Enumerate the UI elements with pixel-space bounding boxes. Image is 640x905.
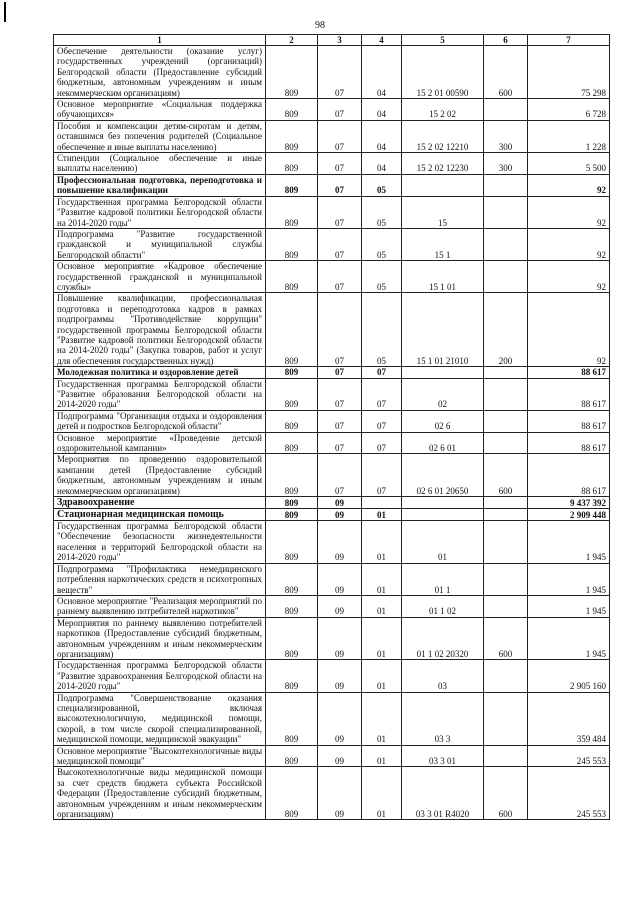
- section-code: 07: [318, 99, 362, 121]
- amount: 88 617: [528, 378, 610, 410]
- ministry-code: 809: [266, 293, 318, 367]
- ministry-code: 809: [266, 595, 318, 617]
- amount: 88 617: [528, 432, 610, 454]
- amount: 92: [528, 228, 610, 260]
- expense-type-code: [484, 521, 528, 564]
- subsection-code: 05: [362, 261, 402, 293]
- item-name: Обеспечение деятельности (оказание услуг) государственных учреждений (организаций) Белгородской области (Предоставление субсидий бюджетным, автономным учреждениям и иным некоммерческим организациям): [54, 46, 266, 99]
- expense-type-code: 300: [484, 153, 528, 175]
- target-article-code: 15 2 01 00590: [402, 46, 484, 99]
- table-row: [54, 174, 610, 196]
- target-article-code: 15 1: [402, 228, 484, 260]
- expense-type-code: [484, 228, 528, 260]
- amount: 88 617: [528, 410, 610, 432]
- subsection-code: 01: [362, 563, 402, 595]
- ministry-code: 809: [266, 99, 318, 121]
- expense-type-code: [484, 432, 528, 454]
- ministry-code: 809: [266, 692, 318, 745]
- ministry-code: 809: [266, 767, 318, 820]
- table-row: [54, 660, 610, 692]
- table-row: [54, 293, 610, 367]
- target-article-code: 01: [402, 521, 484, 564]
- expense-type-code: [484, 509, 528, 521]
- amount: 92: [528, 261, 610, 293]
- expense-type-code: [484, 261, 528, 293]
- section-code: 07: [318, 261, 362, 293]
- section-code: 09: [318, 595, 362, 617]
- item-name: Государственная программа Белгородской области "Развитие образования Белгородской области на 2014-2020 годы": [54, 378, 266, 410]
- section-code: 07: [318, 454, 362, 497]
- expense-type-code: [484, 497, 528, 509]
- subsection-code: 01: [362, 660, 402, 692]
- table-row: [54, 432, 610, 454]
- expense-type-code: [484, 378, 528, 410]
- target-article-code: 02 6 01 20650: [402, 454, 484, 497]
- section-code: 09: [318, 509, 362, 521]
- expense-type-code: [484, 99, 528, 121]
- amount: 1 228: [528, 120, 610, 152]
- subsection-code: 07: [362, 367, 402, 378]
- table-row: [54, 509, 610, 521]
- amount: 245 553: [528, 745, 610, 767]
- column-header: 5: [402, 35, 484, 46]
- amount: 1 945: [528, 617, 610, 660]
- section-code: 09: [318, 745, 362, 767]
- subsection-code: 07: [362, 410, 402, 432]
- target-article-code: 03 3 01: [402, 745, 484, 767]
- amount: 92: [528, 196, 610, 228]
- section-code: 09: [318, 660, 362, 692]
- amount: 92: [528, 174, 610, 196]
- expense-type-code: [484, 745, 528, 767]
- expense-type-code: 600: [484, 46, 528, 99]
- ministry-code: 809: [266, 120, 318, 152]
- section-code: 07: [318, 46, 362, 99]
- section-code: 09: [318, 521, 362, 564]
- target-article-code: 03 3: [402, 692, 484, 745]
- table-row: [54, 410, 610, 432]
- section-code: 09: [318, 767, 362, 820]
- ministry-code: 809: [266, 509, 318, 521]
- target-article-code: [402, 497, 484, 509]
- page-number: 98: [315, 20, 325, 31]
- table-row: [54, 99, 610, 121]
- section-code: 07: [318, 228, 362, 260]
- page-edge-mark: [4, 2, 6, 22]
- ministry-code: 809: [266, 367, 318, 378]
- table-row: [54, 767, 610, 820]
- amount: 88 617: [528, 367, 610, 378]
- section-code: 07: [318, 196, 362, 228]
- item-name: Государственная программа Белгородской области "Развитие кадровой политики Белгородской области на 2014-2020 годы": [54, 196, 266, 228]
- table-row: [54, 563, 610, 595]
- item-name: Основное мероприятие «Проведение детской оздоровительной кампании»: [54, 432, 266, 454]
- subsection-code: 01: [362, 767, 402, 820]
- section-code: 07: [318, 153, 362, 175]
- item-name: Государственная программа Белгородской области "Обеспечение безопасности жизнедеятельности населения и территорий Белгородской области на 2014-2020 годы": [54, 521, 266, 564]
- amount: 245 553: [528, 767, 610, 820]
- expense-type-code: [484, 196, 528, 228]
- table-row: [54, 454, 610, 497]
- ministry-code: 809: [266, 228, 318, 260]
- column-header: 3: [318, 35, 362, 46]
- subsection-code: 01: [362, 509, 402, 521]
- subsection-code: 07: [362, 378, 402, 410]
- subsection-code: 01: [362, 692, 402, 745]
- amount: 88 617: [528, 454, 610, 497]
- ministry-code: 809: [266, 261, 318, 293]
- amount: 75 298: [528, 46, 610, 99]
- target-article-code: 03: [402, 660, 484, 692]
- subsection-code: 05: [362, 228, 402, 260]
- target-article-code: 15 1 01: [402, 261, 484, 293]
- table-row: [54, 692, 610, 745]
- section-code: 07: [318, 432, 362, 454]
- target-article-code: 15: [402, 196, 484, 228]
- section-code: 07: [318, 410, 362, 432]
- target-article-code: 02: [402, 378, 484, 410]
- amount: 5 500: [528, 153, 610, 175]
- amount: 2 909 448: [528, 509, 610, 521]
- table-row: [54, 153, 610, 175]
- target-article-code: 15 1 01 21010: [402, 293, 484, 367]
- item-name: Стационарная медицинская помощь: [54, 509, 266, 521]
- amount: 1 945: [528, 563, 610, 595]
- ministry-code: 809: [266, 174, 318, 196]
- target-article-code: 01 1: [402, 563, 484, 595]
- ministry-code: 809: [266, 196, 318, 228]
- table-row: [54, 120, 610, 152]
- item-name: Мероприятия по раннему выявлению потребителей наркотиков (Предоставление субсидий бюджетным, автономным учреждениям и иным некоммерческим организациям): [54, 617, 266, 660]
- section-code: 07: [318, 120, 362, 152]
- expense-type-code: [484, 692, 528, 745]
- column-header: 6: [484, 35, 528, 46]
- expense-type-code: [484, 367, 528, 378]
- amount: 2 905 160: [528, 660, 610, 692]
- subsection-code: 01: [362, 617, 402, 660]
- table-row: [54, 261, 610, 293]
- item-name: Государственная программа Белгородской области "Развитие здравоохранения Белгородской области на 2014-2020 годы": [54, 660, 266, 692]
- subsection-code: 07: [362, 454, 402, 497]
- section-code: 07: [318, 293, 362, 367]
- subsection-code: 05: [362, 196, 402, 228]
- section-code: 09: [318, 497, 362, 509]
- item-name: Подпрограмма "Профилактика немедицинского потребления наркотических средств и психотропных веществ": [54, 563, 266, 595]
- column-header: 2: [266, 35, 318, 46]
- subsection-code: 07: [362, 432, 402, 454]
- subsection-code: 01: [362, 521, 402, 564]
- table-row: [54, 497, 610, 509]
- ministry-code: 809: [266, 521, 318, 564]
- ministry-code: 809: [266, 46, 318, 99]
- item-name: Основное мероприятие "Высокотехнологичные виды медицинской помощи": [54, 745, 266, 767]
- target-article-code: 02 6: [402, 410, 484, 432]
- column-header: 4: [362, 35, 402, 46]
- table-row: [54, 521, 610, 564]
- subsection-code: 05: [362, 293, 402, 367]
- expense-type-code: [484, 174, 528, 196]
- expense-type-code: 200: [484, 293, 528, 367]
- subsection-code: 05: [362, 174, 402, 196]
- expense-type-code: 600: [484, 454, 528, 497]
- subsection-code: 04: [362, 120, 402, 152]
- section-code: 07: [318, 367, 362, 378]
- ministry-code: 809: [266, 745, 318, 767]
- table-row: [54, 196, 610, 228]
- amount: 9 437 392: [528, 497, 610, 509]
- target-article-code: [402, 509, 484, 521]
- item-name: Пособия и компенсации детям-сиротам и детям, оставшимся без попечения родителей (Социальное обеспечение и иные выплаты населению): [54, 120, 266, 152]
- ministry-code: 809: [266, 660, 318, 692]
- target-article-code: 15 2 02 12210: [402, 120, 484, 152]
- target-article-code: 01 1 02 20320: [402, 617, 484, 660]
- expense-type-code: 600: [484, 617, 528, 660]
- table-row: [54, 595, 610, 617]
- expense-type-code: [484, 410, 528, 432]
- item-name: Молодежная политика и оздоровление детей: [54, 367, 266, 378]
- column-header: 7: [528, 35, 610, 46]
- table-row: [54, 617, 610, 660]
- subsection-code: 04: [362, 99, 402, 121]
- expense-type-code: [484, 563, 528, 595]
- ministry-code: 809: [266, 497, 318, 509]
- item-name: Высокотехнологичные виды медицинской помощи за счет средств бюджета субъекта Российской Федерации (Предоставление субсидий бюджетным, автономным учреждениям и иным некоммерческим организациям): [54, 767, 266, 820]
- item-name: Основное мероприятие "Реализация мероприятий по раннему выявлению потребителей наркотиков": [54, 595, 266, 617]
- item-name: Профессиональная подготовка, переподготовка и повышение квалификации: [54, 174, 266, 196]
- target-article-code: 03 3 01 R4020: [402, 767, 484, 820]
- item-name: Повышение квалификации, профессиональная подготовка и переподготовка кадров в рамках подпрограммы "Противодействие коррупции" государственной программы Белгородской области "Развитие кадровой политики Белгородской области на 2014-2020 годы" (Закупка товаров, работ и услуг для обеспечения государственных нужд): [54, 293, 266, 367]
- ministry-code: 809: [266, 563, 318, 595]
- amount: 92: [528, 293, 610, 367]
- section-code: 09: [318, 563, 362, 595]
- ministry-code: 809: [266, 432, 318, 454]
- target-article-code: 02 6 01: [402, 432, 484, 454]
- target-article-code: 15 2 02 12230: [402, 153, 484, 175]
- ministry-code: 809: [266, 378, 318, 410]
- ministry-code: 809: [266, 410, 318, 432]
- item-name: Подпрограмма "Совершенствование оказания специализированной, включая высокотехнологичную, медицинской помощи, скорой, в том числе скорой специализированной, медицинской помощи, медицинской эвакуации": [54, 692, 266, 745]
- ministry-code: 809: [266, 617, 318, 660]
- section-code: 07: [318, 378, 362, 410]
- header-row: [54, 35, 610, 46]
- expense-type-code: 600: [484, 767, 528, 820]
- section-code: 09: [318, 692, 362, 745]
- item-name: Подпрограмма "Развитие государственной гражданской и муниципальной службы Белгородской области": [54, 228, 266, 260]
- item-name: Мероприятия по проведению оздоровительной кампании детей (Предоставление субсидий бюджетным, автономным учреждениям и иным некоммерческим организациям): [54, 454, 266, 497]
- amount: 359 484: [528, 692, 610, 745]
- item-name: Основное мероприятие «Социальная поддержка обучающихся»: [54, 99, 266, 121]
- expense-type-code: [484, 595, 528, 617]
- ministry-code: 809: [266, 454, 318, 497]
- amount: 1 945: [528, 521, 610, 564]
- item-name: Подпрограмма "Организация отдыха и оздоровления детей и подростков Белгородской области": [54, 410, 266, 432]
- section-code: 09: [318, 617, 362, 660]
- subsection-code: 01: [362, 595, 402, 617]
- amount: 6 728: [528, 99, 610, 121]
- amount: 1 945: [528, 595, 610, 617]
- target-article-code: 15 2 02: [402, 99, 484, 121]
- budget-table: [53, 34, 610, 820]
- subsection-code: 01: [362, 745, 402, 767]
- item-name: Стипендии (Социальное обеспечение и иные выплаты населению): [54, 153, 266, 175]
- subsection-code: [362, 497, 402, 509]
- expense-type-code: [484, 660, 528, 692]
- table-row: [54, 378, 610, 410]
- subsection-code: 04: [362, 153, 402, 175]
- target-article-code: [402, 174, 484, 196]
- table-row: [54, 367, 610, 378]
- target-article-code: 01 1 02: [402, 595, 484, 617]
- expense-type-code: 300: [484, 120, 528, 152]
- table-body: [54, 46, 610, 820]
- section-code: 07: [318, 174, 362, 196]
- target-article-code: [402, 367, 484, 378]
- table-row: [54, 745, 610, 767]
- table-row: [54, 46, 610, 99]
- table-row: [54, 228, 610, 260]
- subsection-code: 04: [362, 46, 402, 99]
- column-header: 1: [54, 35, 266, 46]
- item-name: Здравоохранение: [54, 497, 266, 509]
- ministry-code: 809: [266, 153, 318, 175]
- item-name: Основное мероприятие «Кадровое обеспечение государственной гражданской и муниципальной службы»: [54, 261, 266, 293]
